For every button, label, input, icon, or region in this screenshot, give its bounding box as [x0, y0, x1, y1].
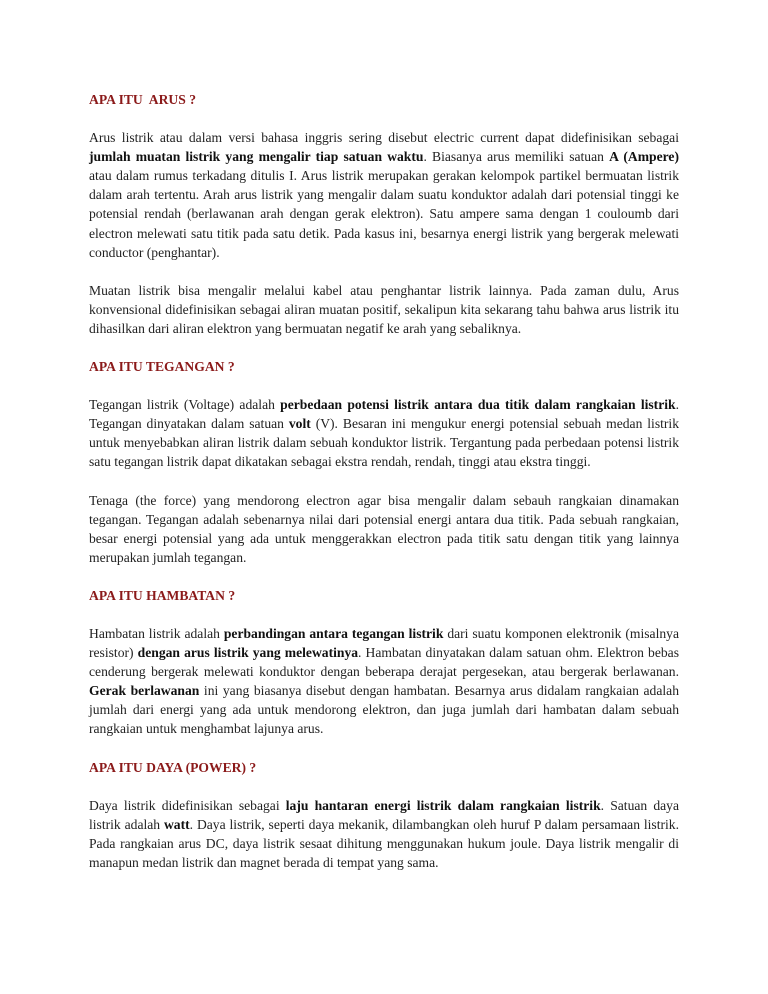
section-heading: APA ITU ARUS ? — [89, 92, 197, 107]
text-run: . Hambatan dinyatakan dalam satuan ohm. Elektron bebas cenderung bergerak melewati konduktor dengan beberapa derajat pergesekan, atau bergerak berlawanan. — [89, 645, 679, 680]
paragraph — [89, 281, 679, 338]
section-heading: APA ITU DAYA (POWER) ? — [89, 759, 257, 775]
section-daya — [89, 758, 679, 872]
bold-text: jumlah muatan listrik yang mengalir tiap satuan waktu — [89, 149, 424, 165]
text-run: Muatan listrik bisa mengalir melalui kabel atau penghantar listrik lainnya. Pada zaman dulu, Arus konvensional didefinisikan sebagai aliran muatan positif, sekalipun kita sekarang tahu bahwa arus listrik itu dihasilkan dari aliran elektron yang bermuatan negatif ke arah yang sebaliknya. — [89, 282, 679, 336]
bold-text: watt — [163, 816, 190, 832]
bold-text: Gerak berlawanan — [89, 683, 200, 699]
section-hambatan — [89, 586, 679, 739]
text-run: Tenaga (the force) yang mendorong electron agar bisa mengalir dalam sebauh rangkaian dinamakan tegangan. Tegangan adalah sebenarnya nilai dari potensial energi antara dua titik. Pada sebuah rangkaian, besar energi potensial yang ada untuk menggerakkan electron pada titik satu dengan titik yang lainnya merupakan jumlah tegangan. — [89, 492, 679, 565]
bold-text: A (Ampere) — [609, 149, 679, 165]
paragraph — [89, 491, 679, 567]
paragraph — [89, 128, 679, 262]
text-run: ini yang biasanya disebut dengan hambatan. Besarnya arus didalam rangkaian adalah jumlah dari energi yang ada untuk mendorong elektron, dan juga jumlah dari hambatan dalam sebuah rangkaian untuk menghambat lajunya arus. — [89, 683, 679, 737]
section-heading: APA ITU HAMBATAN ? — [89, 587, 236, 603]
bold-text: perbandingan antara tegangan listrik — [223, 625, 444, 641]
bold-text: dengan arus listrik yang melewatinya — [137, 645, 359, 661]
paragraph — [89, 624, 679, 739]
section-heading: APA ITU TEGANGAN ? — [89, 359, 235, 375]
section-tegangan — [89, 357, 679, 567]
bold-text: laju hantaran energi listrik dalam rangkaian listrik — [285, 797, 601, 813]
text-run: . Daya listrik, seperti daya mekanik, dilambangkan oleh huruf P dalam persamaan listrik. Pada rangkaian arus DC, daya listrik sesaat dihitung menggunakan hukum joule. Daya listrik mengalir di manapun medan listrik dan magnet berada di tempat yang sama. — [89, 816, 679, 870]
text-run: . Biasanya arus memiliki satuan — [423, 149, 610, 165]
text-run: . Satuan daya listrik adalah — [89, 797, 680, 832]
paragraph — [89, 796, 679, 872]
text-run: Daya listrik didefinisikan sebagai — [89, 797, 286, 813]
text-run: atau dalam rumus terkadang ditulis I. Arus listrik merupakan gerakan kelompok partikel bermuatan listrik dalam arah tertentu. Arah arus listrik yang mengalir dalam suatu konduktor adalah dari potensial tinggi ke potensial rendah (berlawanan arah dengan gerak elektron). Satu ampere sama dengan 1 couloumb dari electron melewati satu titik pada satu detik. Pada kasus ini, besarnya energi listrik yang bergerak melewati conductor (penghantar). — [89, 168, 679, 260]
section-arus — [89, 90, 679, 338]
text-run: dari suatu komponen elektronik (misalnya resistor) — [89, 625, 679, 661]
text-run: Arus listrik atau dalam versi bahasa inggris sering disebut electric current dapat didefinisikan sebagai — [89, 130, 679, 146]
document-page — [89, 90, 679, 891]
bold-text: perbedaan potensi listrik antara dua titik dalam rangkaian listrik — [280, 397, 676, 413]
paragraph — [89, 395, 679, 471]
bold-text: volt — [288, 416, 311, 432]
text-run: (V). Besaran ini mengukur energi potensial sebuah medan listrik untuk menyebabkan aliran listrik dalam sebuah konduktor listrik. Tergantung pada perbedaan potensi listrik satu tegangan listrik dapat dikatakan sebagai ekstra rendah, rendah, tinggi atau ekstra tinggi. — [89, 416, 679, 470]
text-run: . Tegangan dinyatakan dalam satuan — [89, 397, 679, 432]
text-run: Tegangan listrik (Voltage) adalah — [89, 397, 281, 413]
text-run: Hambatan listrik adalah — [89, 625, 224, 641]
